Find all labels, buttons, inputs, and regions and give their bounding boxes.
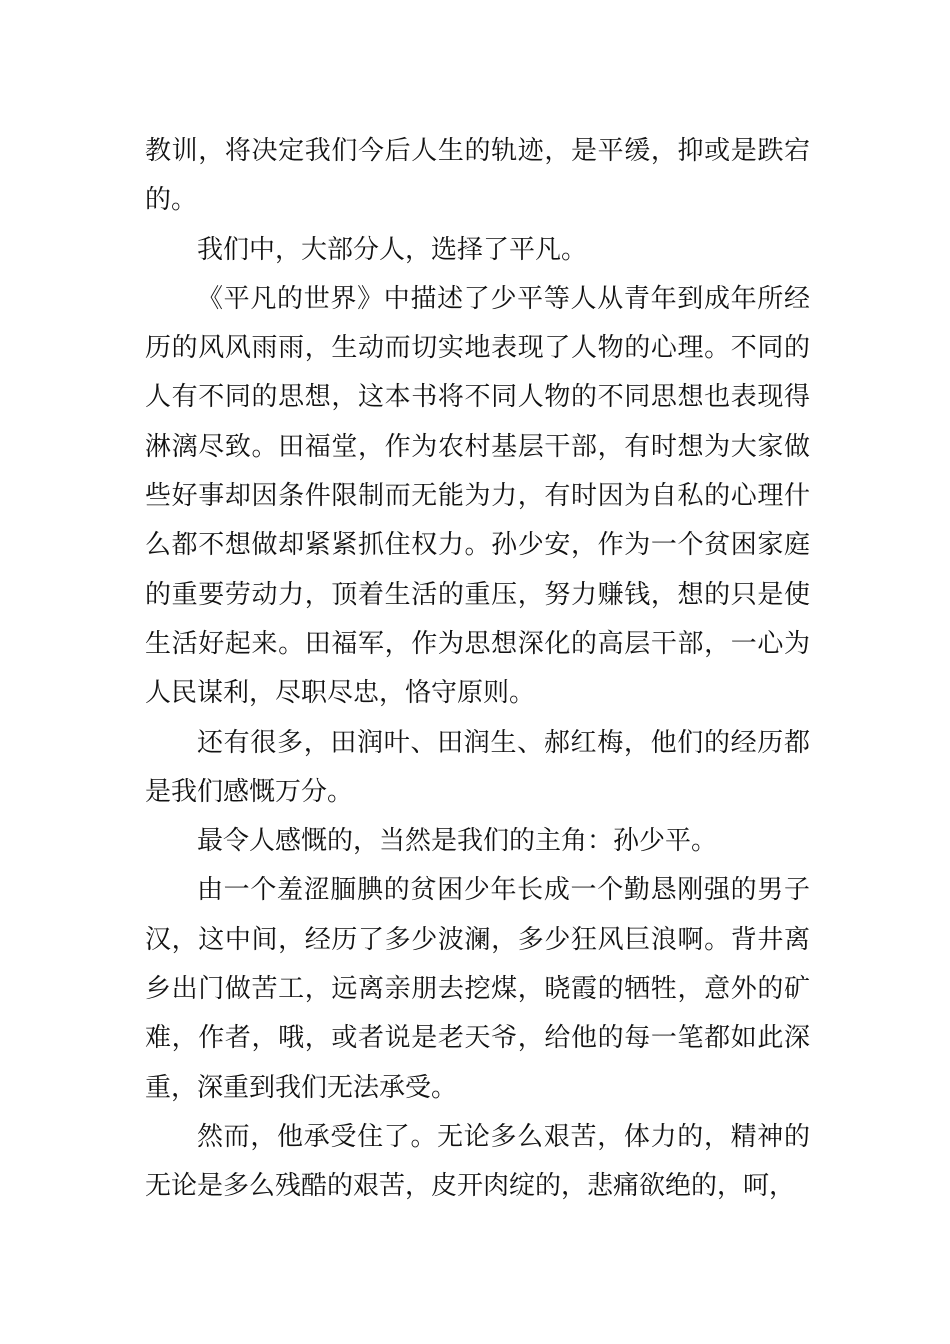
paragraph: 《平凡的世界》中描述了少平等人从青年到成年所经历的风风雨雨，生动而切实地表现了人物的心理。不同的人有不同的思想，这本书将不同人物的不同思想也表现得淋漓尽致。田福堂，作为农村基层干部，有时想为大家做些好事却因条件限制而无能为力，有时因为自私的心理什么都不想做却紧紧抓住权力。孙少安，作为一个贫困家庭的重要劳动力，顶着生活的重压，努力赚钱，想的只是使生活好起来。田福军，作为思想深化的高层干部，一心为人民谋利，尽职尽忠，恪守原则。	[145, 283, 810, 709]
paragraph: 然而，他承受住了。无论多么艰苦，体力的，精神的无论是多么残酷的艰苦，皮开肉绽的，悲痛欲绝的，呵，	[145, 1121, 810, 1202]
paragraph: 还有很多，田润叶、田润生、郝红梅，他们的经历都是我们感慨万分。	[145, 727, 810, 807]
paragraph: 我们中，大部分人，选择了平凡。	[197, 234, 588, 265]
paragraph: 最令人感慨的，当然是我们的主角：孙少平。	[197, 826, 718, 857]
document-body	[145, 127, 810, 1212]
paragraph: 由一个羞涩腼腆的贫困少年长成一个勤恳刚强的男子汉，这中间，经历了多少波澜，多少狂风巨浪啊。背井离乡出门做苦工，远离亲朋去挖煤，晓霞的牺牲，意外的矿难，作者，哦，或者说是老天爷，给他的每一笔都如此深重，深重到我们无法承受。	[145, 875, 810, 1103]
paragraph-continued: 教训，将决定我们今后人生的轨迹，是平缓，抑或是跌宕的。	[145, 136, 810, 216]
